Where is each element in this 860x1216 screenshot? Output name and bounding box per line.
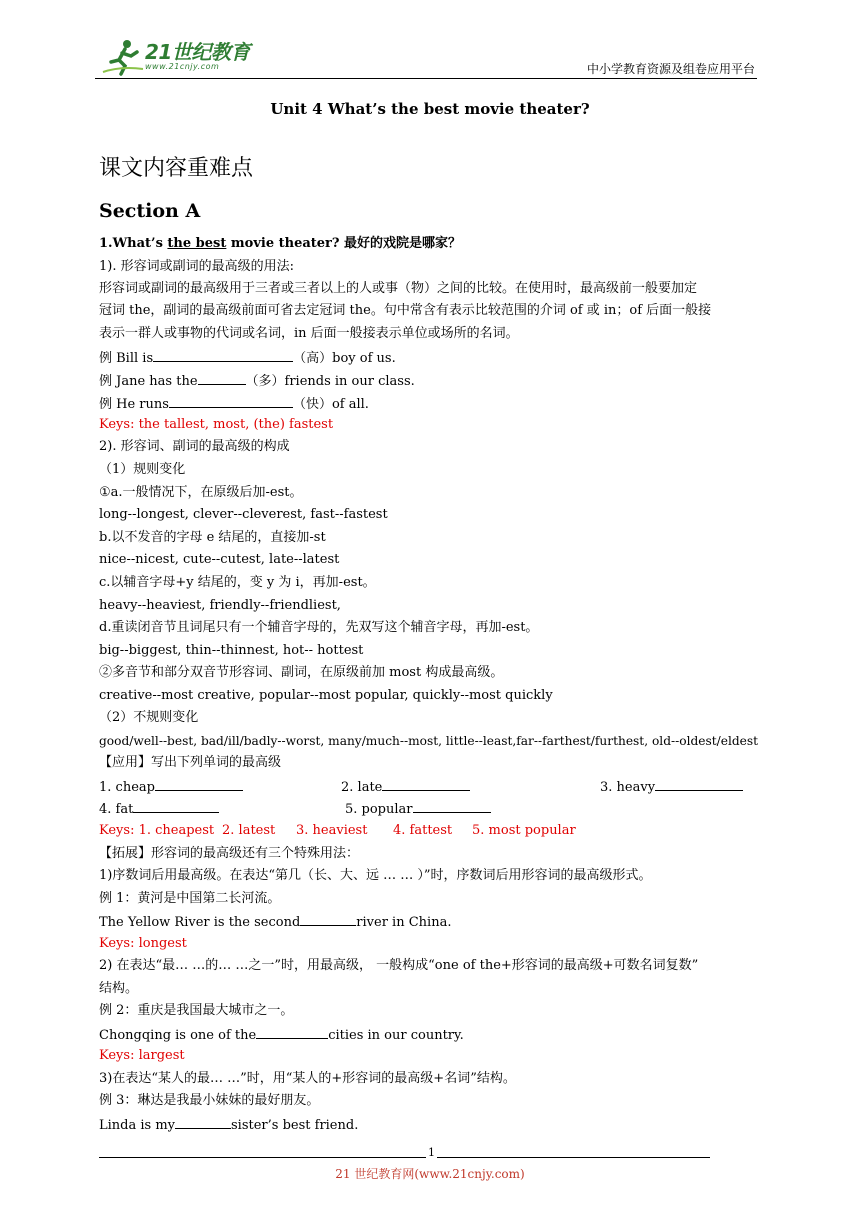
text-line: nice--nicest, cute--cutest, late--latest	[99, 552, 340, 567]
question-text: movie theater? 最好的戏院是哪家？	[226, 236, 462, 251]
text-line: 1)序数词后用最高级。在表达“第几（长、大、远 … … ）”时，序数词后用形容词的最高级形式。	[99, 868, 652, 883]
exercise-word: 1. cheap	[99, 780, 155, 795]
text-line: 冠词 the，副词的最高级前面可省去定冠词 the。句中常含有表示比较范围的介词 of 或 in；of 后面一般接	[99, 303, 712, 318]
sentence-2	[99, 1026, 464, 1044]
text-line: 3)在表达“某人的最… …”时，用“某人的+形容词的最高级+名词”结构。	[99, 1071, 516, 1086]
example-1	[99, 349, 396, 367]
example-text: （快）of all.	[292, 397, 369, 412]
logo-url: www.21cnjy.com	[145, 62, 220, 71]
answer-blank	[300, 913, 356, 926]
exercise-item	[341, 778, 470, 795]
text-line: heavy--heaviest, friendly--friendliest,	[99, 598, 341, 613]
sentence-text: sister’s best friend.	[231, 1118, 359, 1133]
answer-keys: Keys: largest	[99, 1048, 185, 1063]
answer-key: 4. fattest	[393, 823, 453, 838]
answer-key: 5. most popular	[472, 823, 576, 838]
text-line: big--biggest, thin--thinnest, hot-- hottest	[99, 643, 364, 658]
text-line: 【拓展】形容词的最高级还有三个特殊用法：	[99, 846, 360, 861]
answer-blank	[655, 778, 743, 791]
text-line: 【应用】写出下列单词的最高级	[99, 755, 282, 770]
text-line: 2). 形容词、副词的最高级的构成	[99, 439, 290, 454]
answer-blank	[175, 1116, 231, 1129]
runner-logo-icon	[101, 38, 145, 76]
logo-text: 21世纪教育	[145, 40, 250, 64]
text-line: ②多音节和部分双音节形容词、副词，在原级前加 most 构成最高级。	[99, 665, 504, 680]
sentence-3	[99, 1116, 358, 1134]
footer-divider	[99, 1157, 710, 1158]
exercise-word: 4. fat	[99, 802, 134, 817]
document-title: Unit 4 What’s the best movie theater?	[270, 100, 590, 118]
site-logo	[95, 34, 265, 76]
answer-blank	[413, 800, 491, 813]
text-line: （2）不规则变化	[99, 710, 199, 725]
sentence-1	[99, 913, 451, 931]
answer-blank	[133, 800, 219, 813]
page-number: 1	[428, 1146, 435, 1159]
answer-blank	[382, 778, 470, 791]
answer-blank	[198, 372, 246, 385]
subsection-heading: Section A	[99, 200, 201, 222]
text-line: b.以不发音的字母 e 结尾的，直接加-st	[99, 530, 326, 545]
answer-blank	[169, 395, 293, 408]
section-heading: 课文内容重难点	[99, 156, 254, 181]
answer-keys: Keys: longest	[99, 936, 187, 951]
question-underlined: the best	[167, 236, 227, 251]
platform-name: 中小学教育资源及组卷应用平台	[586, 62, 755, 76]
text-line: ①a.一般情况下，在原级后加-est。	[99, 485, 303, 500]
answer-blank	[153, 349, 293, 362]
text-line: （1）规则变化	[99, 462, 186, 477]
text-line: 例 3：琳达是我最小妹妹的最好朋友。	[99, 1093, 320, 1108]
exercise-item	[600, 778, 743, 795]
question-1	[99, 236, 461, 252]
text-line: d.重读闭音节且词尾只有一个辅音字母的，先双写这个辅音字母，再加-est。	[99, 620, 539, 635]
example-2	[99, 372, 415, 390]
answer-key: 2. latest	[222, 823, 276, 838]
sentence-text: cities in our country.	[328, 1028, 464, 1043]
text-line: 形容词或副词的最高级用于三者或三者以上的人或事（物）之间的比较。在使用时，最高级前一般要加定	[99, 281, 698, 296]
page-header	[95, 32, 757, 79]
example-text: 例 Jane has the	[99, 374, 198, 389]
text-line: c.以辅音字母+y 结尾的，变 y 为 i，再加-est。	[99, 575, 376, 590]
text-line: long--longest, clever--cleverest, fast--fastest	[99, 507, 388, 522]
exercise-word: 3. heavy	[600, 780, 656, 795]
text-line: 结构。	[99, 981, 139, 996]
text-line: 2) 在表达“最… …的… …之一”时，用最高级， 一般构成“one of the+形容词的最高级+可数名词复数”	[99, 958, 699, 973]
text-line: creative--most creative, popular--most popular, quickly--most quickly	[99, 688, 553, 703]
text-line: 例 1：黄河是中国第二长河流。	[99, 891, 281, 906]
exercise-word: 5. popular	[345, 802, 413, 817]
sentence-text: river in China.	[356, 915, 452, 930]
answer-blank	[256, 1026, 328, 1039]
example-text: 例 He runs	[99, 397, 169, 412]
footer-text: 21 世纪教育网(www.21cnjy.com)	[335, 1167, 525, 1181]
answer-key: 3. heaviest	[296, 823, 368, 838]
question-text: 1.What’s	[99, 236, 168, 251]
exercise-word: 2. late	[341, 780, 383, 795]
sentence-text: Linda is my	[99, 1118, 176, 1133]
example-3	[99, 395, 369, 413]
example-text: （多）friends in our class.	[245, 374, 415, 389]
text-line: 表示一群人或事物的代词或名词，in 后面一般接表示单位或场所的名词。	[99, 326, 519, 341]
text-line: 1). 形容词或副词的最高级的用法:	[99, 259, 294, 274]
example-text: 例 Bill is	[99, 351, 154, 366]
sentence-text: The Yellow River is the second	[99, 915, 301, 930]
exercise-item	[99, 800, 219, 817]
exercise-item	[99, 778, 243, 795]
example-text: （高）boy of us.	[293, 351, 396, 366]
sentence-text: Chongqing is one of the	[99, 1028, 257, 1043]
text-line: 例 2：重庆是我国最大城市之一。	[99, 1003, 294, 1018]
answer-key: Keys: 1. cheapest	[99, 823, 215, 838]
text-line: good/well--best, bad/ill/badly--worst, many/much--most, little--least,far--farthest/furthest, old--oldest/eldest	[99, 734, 759, 748]
exercise-item	[345, 800, 491, 817]
answer-blank	[155, 778, 243, 791]
answer-keys: Keys: the tallest, most, (the) fastest	[99, 417, 334, 432]
